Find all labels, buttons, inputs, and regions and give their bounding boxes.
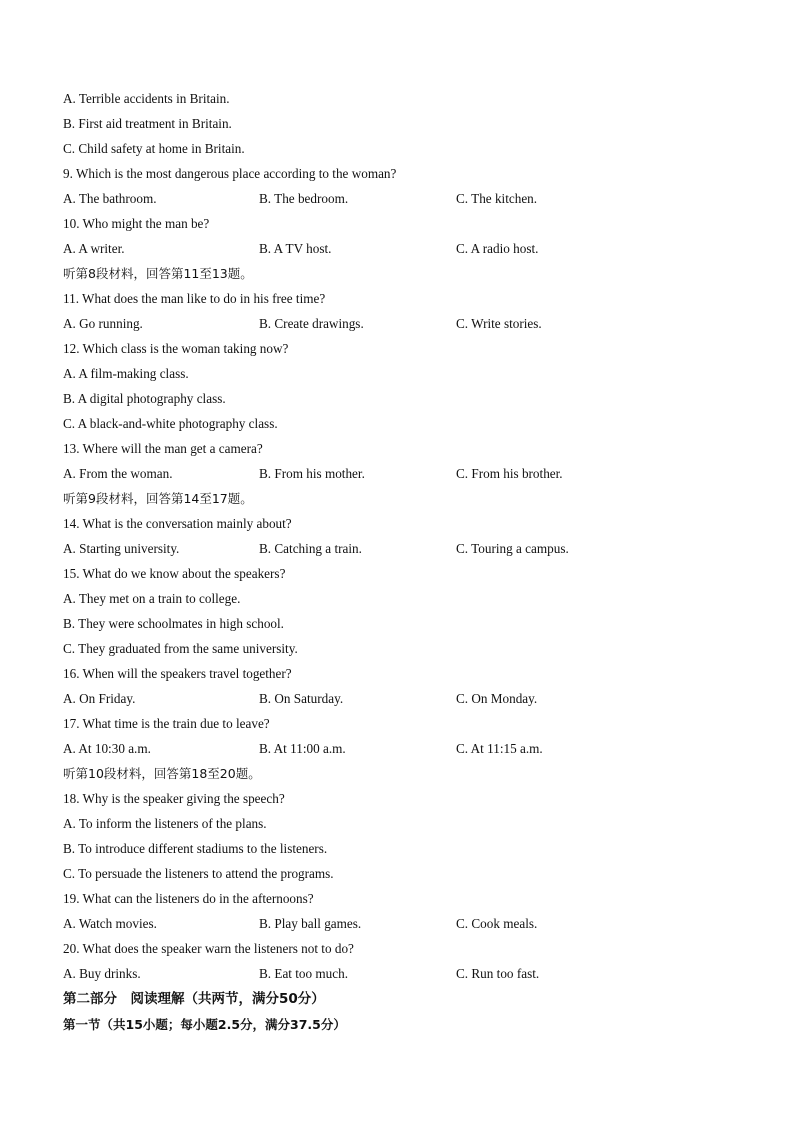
answer-option-c: C. Write stories. <box>456 316 542 331</box>
question-text: 20. What does the speaker warn the listeners not to do? <box>63 941 354 956</box>
answer-option-a: A. From the woman. <box>63 466 173 481</box>
answer-option-line: B. First aid treatment in Britain. <box>63 116 232 131</box>
question-text: 18. Why is the speaker giving the speech? <box>63 791 285 806</box>
section-subheading: 第一节（共15小题；每小题2.5分，满分37.5分） <box>63 1017 346 1032</box>
answer-option-b: B. Eat too much. <box>259 966 349 981</box>
question-text: 11. What does the man like to do in his free time? <box>63 291 326 306</box>
answer-option-a: A. At 10:30 a.m. <box>63 741 151 756</box>
answer-option-line: C. Child safety at home in Britain. <box>63 141 245 156</box>
answer-option-b: B. The bedroom. <box>259 191 349 206</box>
answer-option-line: B. They were schoolmates in high school. <box>63 616 284 631</box>
question-text: 9. Which is the most dangerous place according to the woman? <box>63 166 397 181</box>
section-instruction: 听第10段材料，回答第18至20题。 <box>63 766 261 781</box>
answer-option-b: B. At 11:00 a.m. <box>259 741 346 756</box>
answer-option-b: B. Play ball games. <box>259 916 362 931</box>
part-heading: 第二部分 阅读理解（共两节，满分50分） <box>63 991 325 1007</box>
question-text: 14. What is the conversation mainly about? <box>63 516 292 531</box>
answer-option-c: C. Run too fast. <box>456 966 540 981</box>
answer-option-c: C. The kitchen. <box>456 191 538 206</box>
answer-option-a: A. Buy drinks. <box>63 966 141 981</box>
answer-option-b: B. Catching a train. <box>259 541 362 556</box>
answer-option-b: B. On Saturday. <box>259 691 344 706</box>
answer-option-b: B. From his mother. <box>259 466 365 481</box>
answer-option-line: A. They met on a train to college. <box>63 591 241 606</box>
answer-option-c: C. A radio host. <box>456 241 539 256</box>
answer-option-line: C. A black-and-white photography class. <box>63 416 278 431</box>
answer-option-c: C. At 11:15 a.m. <box>456 741 543 756</box>
answer-option-b: B. A TV host. <box>259 241 332 256</box>
question-text: 17. What time is the train due to leave? <box>63 716 270 731</box>
question-text: 13. Where will the man get a camera? <box>63 441 263 456</box>
answer-option-line: A. To inform the listeners of the plans. <box>63 816 267 831</box>
answer-option-line: B. A digital photography class. <box>63 391 226 406</box>
answer-option-a: A. Watch movies. <box>63 916 157 931</box>
section-instruction: 听第9段材料，回答第14至17题。 <box>63 491 253 506</box>
answer-option-c: C. Cook meals. <box>456 916 538 931</box>
answer-option-line: C. They graduated from the same university. <box>63 641 298 656</box>
answer-option-c: C. Touring a campus. <box>456 541 569 556</box>
question-text: 12. Which class is the woman taking now? <box>63 341 289 356</box>
answer-option-a: A. The bathroom. <box>63 191 157 206</box>
answer-option-c: C. From his brother. <box>456 466 563 481</box>
answer-option-a: A. On Friday. <box>63 691 136 706</box>
answer-option-line: B. To introduce different stadiums to the listeners. <box>63 841 328 856</box>
answer-option-c: C. On Monday. <box>456 691 538 706</box>
answer-option-line: A. A film-making class. <box>63 366 189 381</box>
question-text: 10. Who might the man be? <box>63 216 210 231</box>
answer-option-a: A. Go running. <box>63 316 143 331</box>
answer-option-line: A. Terrible accidents in Britain. <box>63 91 230 106</box>
section-instruction: 听第8段材料，回答第11至13题。 <box>63 266 253 281</box>
answer-option-b: B. Create drawings. <box>259 316 364 331</box>
question-text: 15. What do we know about the speakers? <box>63 566 286 581</box>
answer-option-a: A. A writer. <box>63 241 125 256</box>
question-text: 19. What can the listeners do in the afternoons? <box>63 891 314 906</box>
answer-option-line: C. To persuade the listeners to attend the programs. <box>63 866 334 881</box>
answer-option-a: A. Starting university. <box>63 541 180 556</box>
question-text: 16. When will the speakers travel together? <box>63 666 292 681</box>
